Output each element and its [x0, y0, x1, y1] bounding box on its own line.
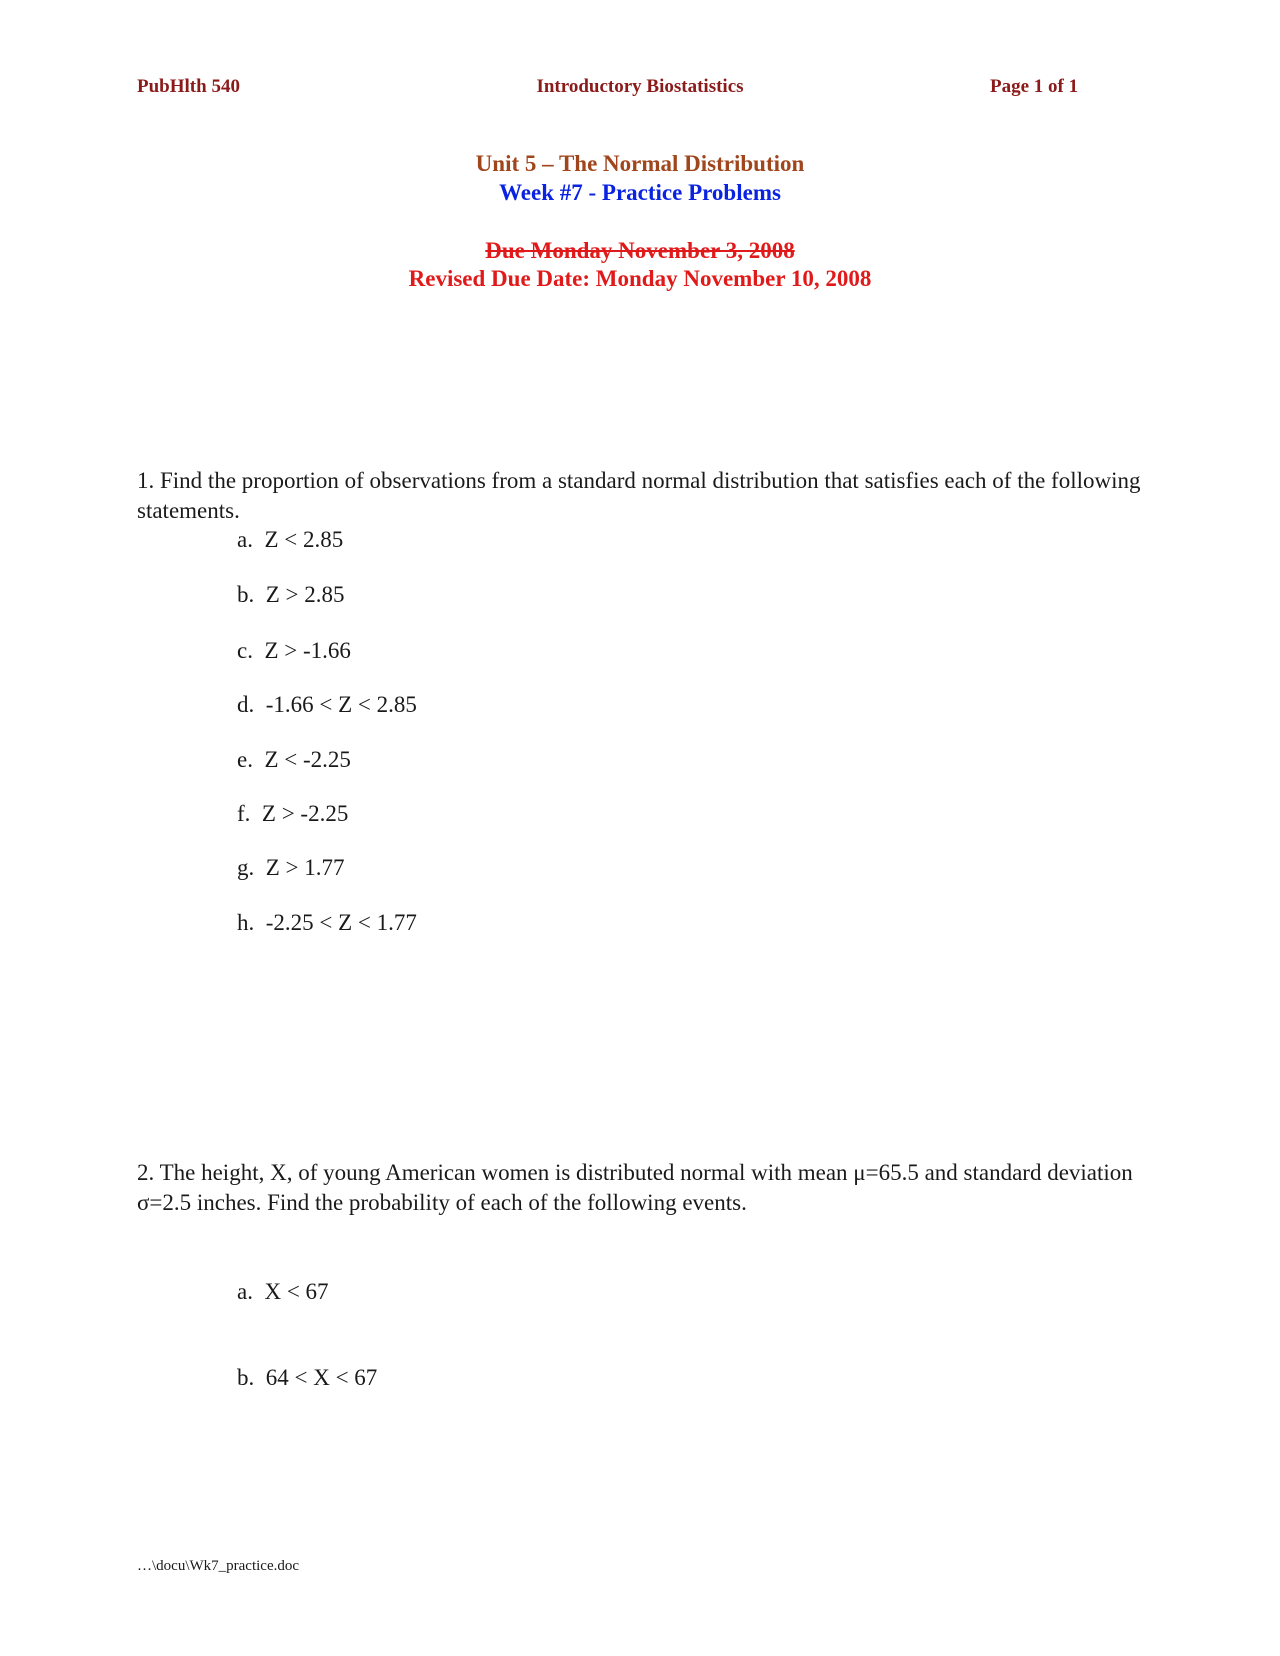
question-1-item-g: g. Z > 1.77: [237, 855, 345, 880]
header-subject: Introductory Biostatistics: [536, 76, 744, 97]
footer-file-path: …\docu\Wk7_practice.doc: [137, 1558, 300, 1574]
question-1-item-d: d. -1.66 < Z < 2.85: [237, 692, 417, 717]
revised-due-date: Revised Due Date: Monday November 10, 2008: [408, 266, 872, 291]
question-1-text: 1. Find the proportion of observations from a standard normal distribution that satisfies each of the following statements.: [137, 468, 1141, 523]
original-due-date: Due Monday November 3, 2008: [485, 238, 795, 263]
question-2-item-b: b. 64 < X < 67: [237, 1365, 378, 1390]
question-1-item-b: b. Z > 2.85: [237, 582, 345, 607]
question-1-item-c: c. Z > -1.66: [237, 638, 351, 663]
question-1-item-e: e. Z < -2.25: [237, 747, 351, 772]
unit-title: Unit 5 – The Normal Distribution: [475, 151, 805, 176]
question-2-item-a: a. X < 67: [237, 1279, 329, 1304]
week-title: Week #7 - Practice Problems: [499, 180, 781, 205]
question-1-item-h: h. -2.25 < Z < 1.77: [237, 910, 417, 935]
header-page-number: Page 1 of 1: [990, 76, 1079, 97]
question-2-text: 2. The height, X, of young American women is distributed normal with mean μ=65.5 and standard deviation σ=2.5 inches. Find the probability of each of the following events.: [137, 1160, 1133, 1215]
question-1-item-a: a. Z < 2.85: [237, 527, 344, 552]
header-course: PubHlth 540: [137, 76, 240, 97]
question-1-item-f: f. Z > -2.25: [237, 801, 349, 826]
